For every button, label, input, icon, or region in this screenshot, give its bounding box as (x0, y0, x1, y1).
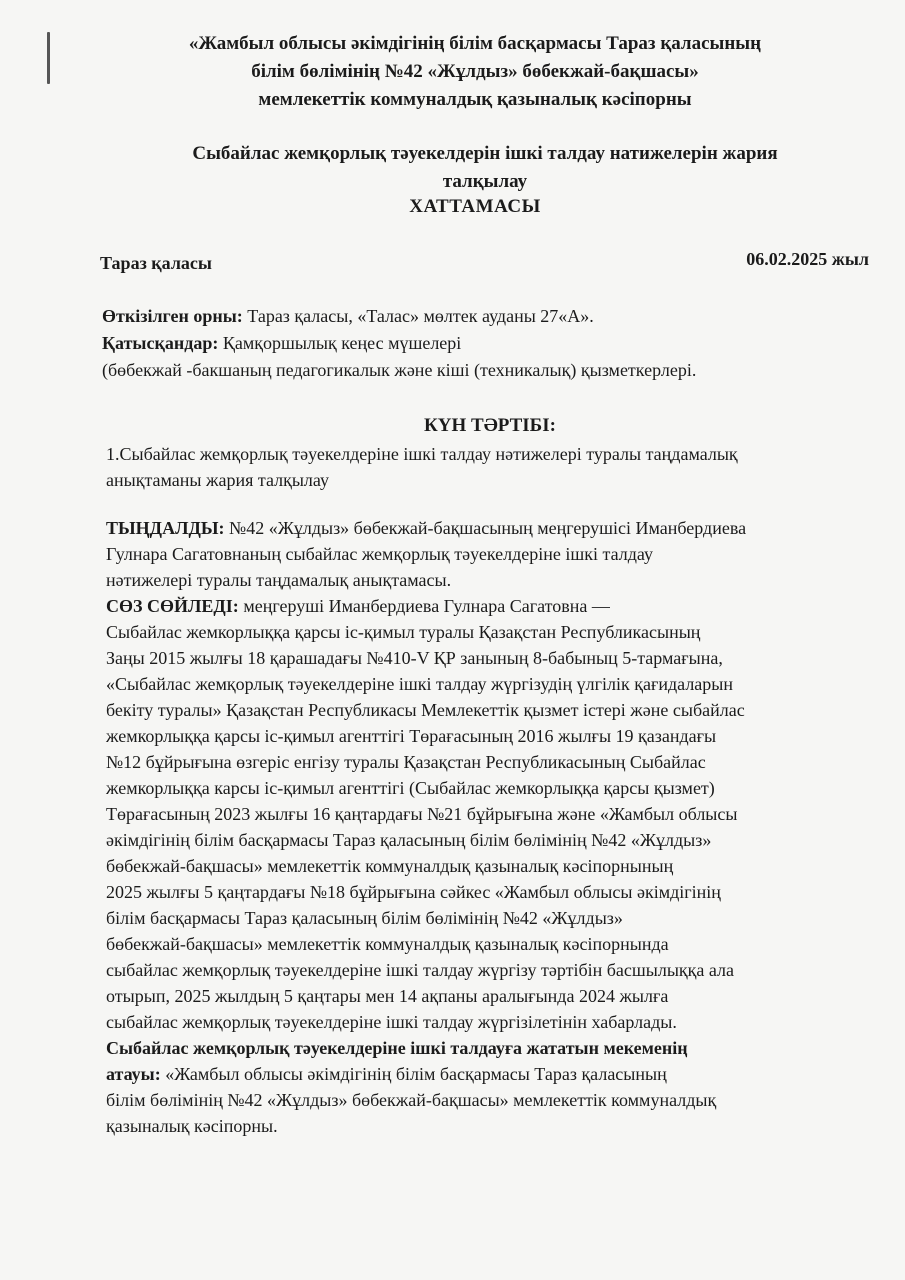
spoke-line: білім басқармасы Тараз қаласының білім бөлімінің №42 «Жұлдыз» (106, 908, 623, 928)
spoke-line-1 (106, 593, 881, 619)
header-line-2: білім бөлімінің №42 «Жұлдыз» бөбекжай-бақшасы» (251, 61, 699, 82)
org-value-line-3: қазыналық кәсіпорны. (106, 1116, 278, 1136)
participants-value: Қамқоршылық кеңес мүшелері (218, 333, 462, 353)
spoke-line: жемкорлыққа карсы іс-қимыл агенттігі (Сыбайлас жемкорлыққа қарсы қызмет) (106, 778, 715, 798)
header-line-1: «Жамбыл облысы әкімдігінің білім басқармасы Тараз қаласының (188, 33, 762, 54)
org-value-line-2: білім бөлімінің №42 «Жұлдыз» бөбекжай-бақшасы» мемлекеттік коммуналдық (106, 1090, 717, 1110)
heard-text-1: №42 «Жұлдыз» бөбекжай-бақшасының меңгерушісі Иманбердиева (224, 518, 747, 538)
org-line-2 (106, 1061, 881, 1087)
heard-line-3: нәтижелері туралы таңдамалық анықтамасы. (106, 570, 452, 590)
spoke-line: жемкорлыққа қарсы іс-қимыл агенттігі Төрағасының 2016 жылғы 19 қазандағы (106, 726, 717, 746)
place-value: Тараз қаласы, «Талас» мөлтек ауданы 27«А». (242, 306, 594, 326)
spoke-line: Төрағасының 2023 жылғы 16 қаңтардағы №21 бұйрығына және «Жамбыл облысы (106, 804, 738, 824)
document-body (106, 515, 881, 1139)
agenda-line-2: анықтаманы жария талқылау (106, 470, 329, 490)
subtitle-line-2: талқылау (442, 171, 528, 192)
org-value-line-1: «Жамбыл облысы әкімдігінің білім басқармасы Тараз қаласының (160, 1064, 667, 1084)
participants-line-2: (бөбекжай -бакшаның педагогикалык және кіші (техникалық) қызметкерлері. (102, 360, 697, 380)
document-subtitle (90, 140, 880, 196)
org-label-line-2: атауы: (106, 1064, 161, 1084)
place-line (102, 303, 882, 330)
agenda-item (106, 441, 876, 493)
spoke-line: бөбекжай-бақшасы» мемлекеттік коммуналдық қазыналық кәсіпорнының (106, 856, 674, 876)
spoke-line: бекіту туралы» Қазақстан Республикасы Мемлекеттік қызмет істері және сыбайлас (106, 700, 745, 720)
heard-line-2: Гулнара Сагатовнаның сыбайлас жемқорлық тәуекелдеріне ішкі талдау (106, 544, 653, 564)
header-line-3: мемлекеттік коммуналдық қазыналық кәсіпорны (258, 89, 692, 110)
scan-artifact-line (47, 32, 50, 84)
spoke-line: бөбекжай-бақшасы» мемлекеттік коммуналдық қазыналық кәсіпорнында (106, 934, 669, 954)
spoke-label: СӨЗ СӨЙЛЕДІ: (106, 596, 239, 616)
city-label: Тараз қаласы (100, 253, 212, 273)
spoke-line: сыбайлас жемқорлық тәуекелдеріне ішкі талдау жүргізілетінін хабарлады. (106, 1012, 677, 1032)
participants-label: Қатысқандар: (102, 333, 219, 353)
heard-label: ТЫҢДАЛДЫ: (106, 518, 225, 538)
place-label: Өткізілген орны: (102, 306, 243, 326)
spoke-line: отырып, 2025 жылдың 5 қаңтары мен 14 ақпаны аралығында 2024 жылға (106, 986, 669, 1006)
org-label-line-1: Сыбайлас жемқорлық тәуекелдеріне ішкі талдауға жататын мекеменің (106, 1038, 688, 1058)
spoke-line: сыбайлас жемқорлық тәуекелдеріне ішкі талдау жүргізу тәртібін басшылыққа ала (106, 960, 735, 980)
spoke-line: әкімдігінің білім басқармасы Тараз қаласының білім бөлімінің №42 «Жұлдыз» (106, 830, 712, 850)
agenda-title: КҮН ТӘРТІБІ: (424, 415, 556, 436)
document-date: 06.02.2025 жыл (746, 249, 869, 269)
spoke-line: «Сыбайлас жемқорлық тәуекелдеріне ішкі талдау жүргізудің үлгілік қағидаларын (106, 674, 734, 694)
agenda-line-1: 1.Сыбайлас жемқорлық тәуекелдеріне ішкі талдау нәтижелері туралы таңдамалық (106, 444, 738, 464)
spoke-line: №12 бұйрығына өзгеріс енгізу туралы Қазақстан Республикасының Сыбайлас (106, 752, 706, 772)
spoke-line: 2025 жылғы 5 қаңтардағы №18 бұйрығына сәйкес «Жамбыл облысы әкімдігінің (106, 882, 721, 902)
spoke-line: Сыбайлас жемкорлыққа қарсы іс-қимыл туралы Қазақстан Республикасының (106, 622, 701, 642)
spoke-text-1: меңгеруші Иманбердиева Гулнара Сагатовна — (238, 596, 610, 616)
spoke-line: Заңы 2015 жылғы 18 қарашадағы №410-V ҚР занының 8-бабыныц 5-тармағына, (106, 648, 723, 668)
subtitle-line-1: Сыбайлас жемқорлық тәуекелдерін ішкі талдау натижелерін жария (192, 143, 778, 164)
meeting-info (102, 303, 882, 384)
organization-header (80, 30, 870, 114)
participants-line (102, 330, 882, 357)
heard-line-1 (106, 515, 881, 541)
document-type-title: ХАТТАМАСЫ (409, 196, 541, 217)
